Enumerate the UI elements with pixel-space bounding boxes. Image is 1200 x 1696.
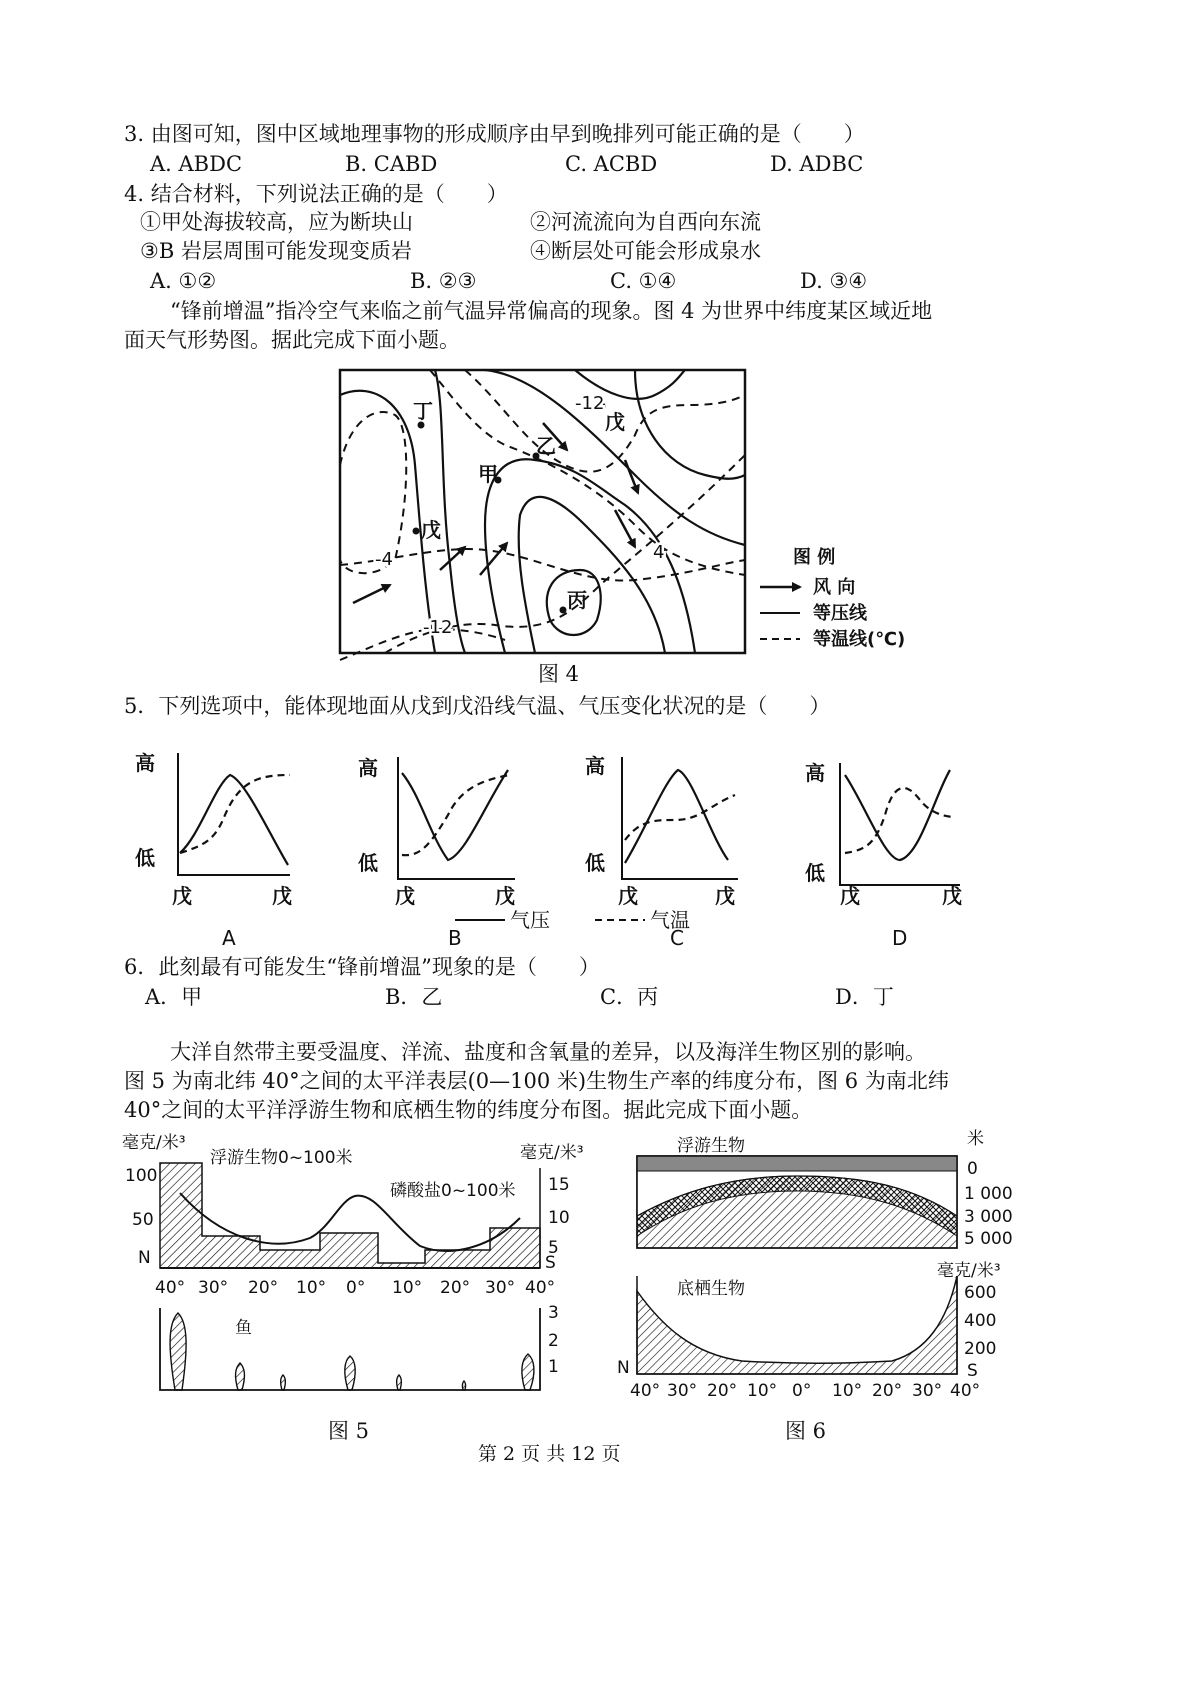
- figure-4-caption: 图 4: [538, 662, 580, 686]
- fig6-benthos-600: 600: [964, 1283, 997, 1303]
- fig5-s: S: [545, 1253, 556, 1273]
- isotherm-label-1: -12: [575, 393, 605, 414]
- point-jia-label: 甲: [478, 462, 498, 486]
- fig6-lat-3: 20°: [707, 1381, 738, 1401]
- fig6-depth-1000: 1 000: [964, 1184, 1013, 1204]
- q3-option-b: B. CABD: [345, 152, 438, 176]
- fig5-lat-9: 40°: [525, 1278, 556, 1298]
- figure-5-caption: 图 5: [328, 1419, 370, 1443]
- fig5-lat-4: 10°: [296, 1278, 327, 1298]
- point-wu2-label: 戊: [421, 518, 441, 542]
- isotherm-label-2: -4: [375, 549, 393, 570]
- fig5-phosphate-label: 磷酸盐0~100米: [390, 1181, 516, 1201]
- fig6-depth-0: 0: [967, 1159, 978, 1179]
- fig5-left-tick-50: 50: [132, 1210, 154, 1230]
- fig6-benthos-200: 200: [964, 1339, 997, 1359]
- intro2-line2: 图 5 为南北纬 40°之间的太平洋表层(0—100 米)生物生产率的纬度分布，图 6 为南北纬: [124, 1069, 949, 1093]
- fig6-n: N: [617, 1358, 630, 1378]
- fig5-right-tick-15: 15: [548, 1175, 570, 1195]
- fig5-fish-tick-1: 1: [548, 1357, 559, 1377]
- graph-a-high: 高: [135, 751, 155, 775]
- graph-d-x-start: 戊: [840, 884, 860, 908]
- intro2-line3: 40°之间的太平洋浮游生物和底栖生物的纬度分布图。据此完成下面小题。: [124, 1098, 813, 1122]
- q3-option-d: D. ADBC: [770, 152, 864, 176]
- figure-5-chart: [120, 1128, 590, 1408]
- point-bing-label: 丙: [567, 588, 587, 612]
- fish-icon: [522, 1354, 534, 1390]
- point-ding-label: 丁: [413, 399, 433, 423]
- fish-icon: [281, 1375, 286, 1390]
- q5-option-graphs: [130, 745, 1030, 955]
- q4-option-c: C. ①④: [610, 269, 677, 293]
- fig6-lat-4: 10°: [747, 1381, 778, 1401]
- fig6-lat-2: 30°: [667, 1381, 698, 1401]
- q4-option-d: D. ③④: [800, 269, 868, 293]
- graph-a: [135, 751, 292, 950]
- point-yi-label: 乙: [536, 434, 556, 458]
- figure-4-legend: [760, 546, 905, 650]
- q3-option-a: A. ABDC: [150, 152, 243, 176]
- isotherm-label-4: -12: [423, 617, 453, 638]
- fig5-left-unit: 毫克/米³: [122, 1133, 186, 1153]
- graph-c-label: C: [670, 926, 684, 950]
- legend-wind: 风 向: [813, 577, 856, 598]
- q4-option-b: B. ②③: [410, 269, 477, 293]
- page-footer: 第 2 页 共 12 页: [478, 1443, 621, 1465]
- fig6-depth-5000: 5 000: [964, 1229, 1013, 1249]
- fig6-lat-7: 20°: [872, 1381, 903, 1401]
- fig6-depth-3000: 3 000: [964, 1207, 1013, 1227]
- legend-pressure: 气压: [510, 908, 550, 932]
- q6-option-a: A．甲: [145, 985, 203, 1009]
- fish-icon: [397, 1375, 402, 1390]
- fig5-fish-tick-2: 2: [548, 1331, 559, 1351]
- graph-b-x-start: 戊: [395, 884, 415, 908]
- q4-stem: 4. 结合材料，下列说法正确的是（ ）: [124, 182, 508, 206]
- figure-6-caption: 图 6: [785, 1419, 827, 1443]
- q4-statement-4: ④断层处可能会形成泉水: [530, 239, 761, 263]
- fig6-lat-8: 30°: [912, 1381, 943, 1401]
- q6-option-b: B．乙: [385, 985, 443, 1009]
- fig6-plankton-label: 浮游生物: [677, 1136, 745, 1156]
- fig6-benthos-400: 400: [964, 1311, 997, 1331]
- fig5-right-tick-10: 10: [548, 1208, 570, 1228]
- fish-icon: [462, 1381, 465, 1390]
- q4-statement-2: ②河流流向为自西向东流: [530, 210, 761, 234]
- fig5-n: N: [138, 1248, 151, 1268]
- legend-isobar: 等压线: [813, 603, 867, 624]
- fig6-lat-5: 0°: [792, 1381, 812, 1401]
- q3-option-c: C. ACBD: [565, 152, 658, 176]
- fig5-right-unit: 毫克/米³: [520, 1143, 584, 1163]
- fig5-lat-7: 20°: [440, 1278, 471, 1298]
- graph-d: [805, 761, 962, 950]
- graph-d-label: D: [892, 926, 908, 950]
- fig5-right-tick-5: 5: [548, 1238, 559, 1258]
- fig5-left-tick-100: 100: [125, 1166, 158, 1186]
- graph-d-high: 高: [805, 761, 825, 785]
- fig6-lat-9: 40°: [950, 1381, 981, 1401]
- fig6-lat-1: 40°: [630, 1381, 661, 1401]
- figure-6-chart: [612, 1126, 1012, 1406]
- legend-isotherm: 等温线(℃): [813, 629, 906, 650]
- graph-a-x-start: 戊: [172, 884, 192, 908]
- graph-d-low: 低: [805, 861, 825, 885]
- fig5-plankton-label: 浮游生物0~100米: [210, 1148, 353, 1168]
- graph-a-label: A: [222, 926, 236, 950]
- intro1-line1: “锋前增温”指冷空气来临之前气温异常偏高的现象。图 4 为世界中纬度某区域近地: [170, 299, 933, 323]
- q5-stem: 5．下列选项中，能体现地面从戊到戊沿线气温、气压变化状况的是（ ）: [124, 694, 831, 718]
- fig6-benthos-unit: 毫克/米³: [937, 1261, 1001, 1281]
- fig5-lat-1: 40°: [155, 1278, 186, 1298]
- legend-temperature: 气温: [650, 908, 690, 932]
- graph-c-high: 高: [585, 754, 605, 778]
- fig5-lat-8: 30°: [485, 1278, 516, 1298]
- q6-option-d: D．丁: [835, 985, 894, 1009]
- isotherm-label-3: 4: [653, 542, 665, 563]
- graph-b-x-end: 戊: [495, 884, 515, 908]
- graph-a-x-end: 戊: [272, 884, 292, 908]
- graph-a-low: 低: [135, 846, 155, 870]
- q6-stem: 6．此刻最有可能发生“锋前增温”现象的是（ ）: [124, 955, 600, 979]
- fig6-lat-6: 10°: [832, 1381, 863, 1401]
- fig6-benthos-label: 底栖生物: [677, 1279, 745, 1299]
- fig5-fish-label: 鱼: [235, 1318, 252, 1338]
- fig6-depth-unit: 米: [967, 1129, 984, 1149]
- fig5-lat-5: 0°: [346, 1278, 366, 1298]
- fish-icon: [345, 1356, 355, 1390]
- fish-icon: [236, 1363, 245, 1390]
- graph-c-x-end: 戊: [715, 884, 735, 908]
- fig5-lat-2: 30°: [198, 1278, 229, 1298]
- fig5-lat-3: 20°: [248, 1278, 279, 1298]
- q4-statement-3: ③B 岩层周围可能发现变质岩: [140, 239, 412, 263]
- q4-statement-1: ①甲处海拔较高，应为断块山: [140, 210, 413, 234]
- q4-option-a: A. ①②: [150, 269, 217, 293]
- fig6-s: S: [967, 1361, 978, 1381]
- graph-c-x-start: 戊: [618, 884, 638, 908]
- fish-icon: [170, 1313, 186, 1390]
- intro1-line2: 面天气形势图。据此完成下面小题。: [124, 328, 460, 352]
- point-wu1-label: 戊: [605, 410, 625, 434]
- graph-c-low: 低: [585, 851, 605, 875]
- legend-title: 图 例: [793, 547, 836, 568]
- intro2-line1: 大洋自然带主要受温度、洋流、盐度和含氧量的差异，以及海洋生物区别的影响。: [170, 1040, 926, 1064]
- q3-stem: 3. 由图可知，图中区域地理事物的形成顺序由早到晚排列可能正确的是（ ）: [124, 122, 865, 146]
- graph-d-x-end: 戊: [942, 884, 962, 908]
- graph-b-high: 高: [358, 756, 378, 780]
- graph-b-low: 低: [358, 851, 378, 875]
- fig5-fish-tick-3: 3: [548, 1303, 559, 1323]
- q6-option-c: C．丙: [600, 985, 659, 1009]
- graph-b-label: B: [448, 926, 462, 950]
- fig5-lat-6: 10°: [392, 1278, 423, 1298]
- figure-4-weather-map: [335, 365, 935, 675]
